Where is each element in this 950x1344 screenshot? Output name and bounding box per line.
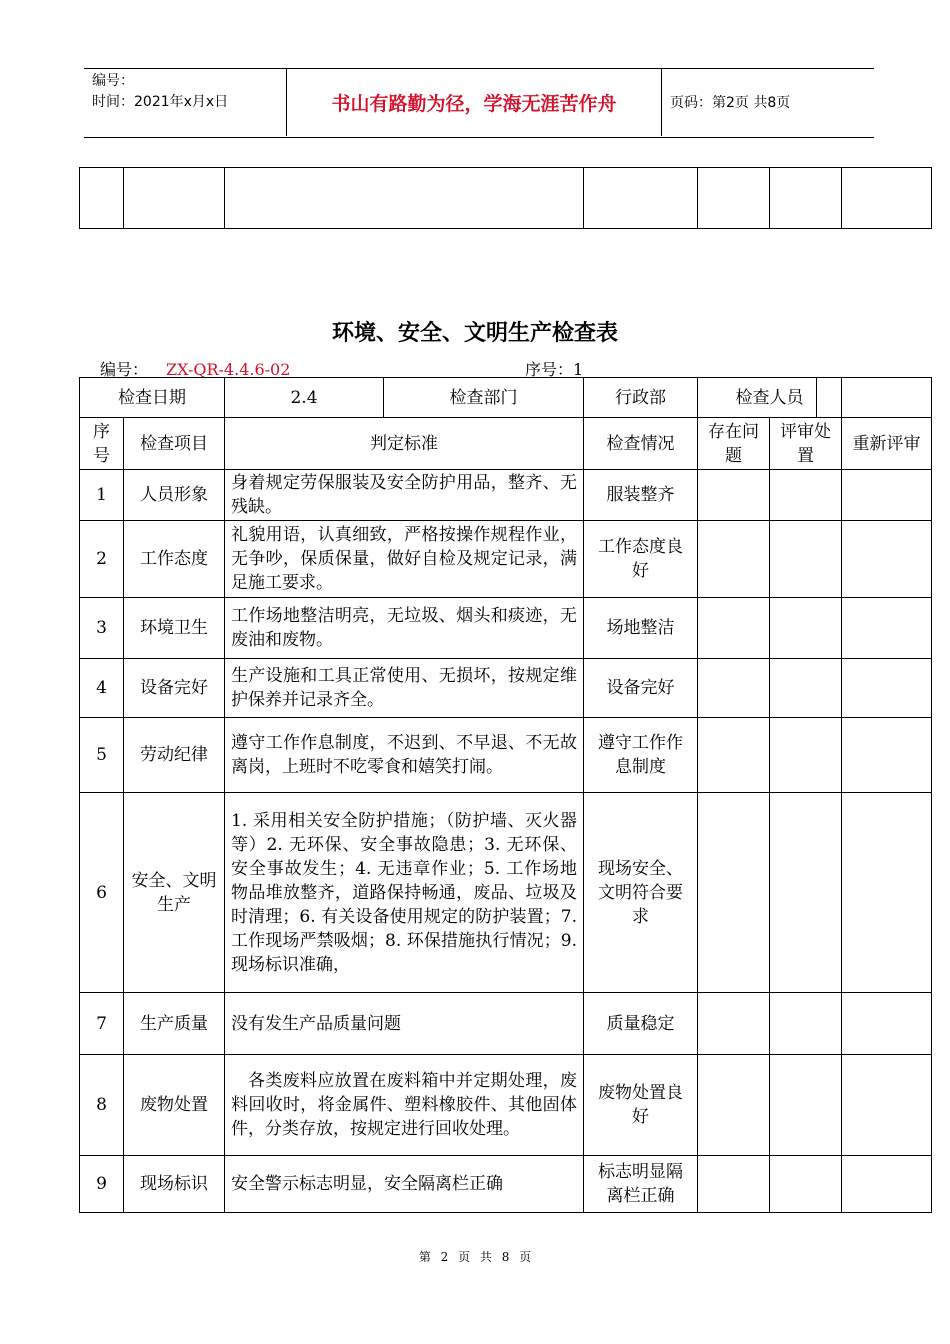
row-standard: 各类废料应放置在废料箱中并定期处理，废料回收时，将金属件、塑料橡胶件、其他固体件，分类存放，按规定进行回收处理。 <box>225 1055 584 1156</box>
row-problem <box>698 598 770 659</box>
row-no: 2 <box>80 521 124 598</box>
dept-value: 行政部 <box>584 378 698 418</box>
row-status: 标志明显隔离栏正确 <box>584 1156 698 1213</box>
row-review <box>770 598 842 659</box>
form-code-value: ZX-QR-4.4.6-02 <box>166 360 291 379</box>
row-standard: 礼貌用语，认真细致，严格按操作规程作业，无争吵，保质保量，做好自检及规定记录，满足施工要求。 <box>225 521 584 598</box>
row-rereview <box>842 793 932 993</box>
col-no: 序号 <box>80 418 124 470</box>
row-review <box>770 470 842 521</box>
table-row <box>80 521 932 598</box>
row-item: 废物处置 <box>124 1055 225 1156</box>
row-item: 环境卫生 <box>124 598 225 659</box>
row-problem <box>698 718 770 793</box>
row-rereview <box>842 470 932 521</box>
row-review <box>770 659 842 718</box>
row-review <box>770 718 842 793</box>
row-review <box>770 1156 842 1213</box>
inspector-label: 检查人员 <box>735 387 804 408</box>
row-standard: 身着规定劳保服装及安全防护用品，整齐、无残缺。 <box>225 470 584 521</box>
table-row <box>80 793 932 993</box>
row-status: 遵守工作作息制度 <box>584 718 698 793</box>
row-no: 4 <box>80 659 124 718</box>
row-rereview <box>842 993 932 1055</box>
row-rereview <box>842 659 932 718</box>
row-problem <box>698 470 770 521</box>
row-status: 质量稳定 <box>584 993 698 1055</box>
row-status: 服装整齐 <box>584 470 698 521</box>
row-item: 生产质量 <box>124 993 225 1055</box>
column-header-row <box>80 418 932 470</box>
row-no: 3 <box>80 598 124 659</box>
row-status: 废物处置良好 <box>584 1055 698 1156</box>
row-problem <box>698 659 770 718</box>
row-standard: 1. 采用相关安全防护措施；（防护墙、灭火器等）2. 无环保、安全事故隐患；3. 无环保、安全事故发生；4. 无违章作业；5. 工作场地物品堆放整齐，道路保持畅通，废品、垃圾及时清理；6. 有关设备使用规定的防护装置；7.工作现场严禁吸烟；8. 环保措施执行情况；9.现场标识准确， <box>225 793 584 993</box>
row-item: 安全、文明生产 <box>124 793 225 993</box>
inspector-label-cell <box>698 378 842 418</box>
dept-label: 检查部门 <box>384 378 584 418</box>
inspector-value <box>842 378 932 418</box>
col-standard: 判定标准 <box>225 418 584 470</box>
row-standard: 生产设施和工具正常使用、无损坏，按规定维护保养并记录齐全。 <box>225 659 584 718</box>
row-item: 劳动纪律 <box>124 718 225 793</box>
carryover-row <box>80 168 932 229</box>
row-problem <box>698 521 770 598</box>
row-review <box>770 1055 842 1156</box>
row-no: 6 <box>80 793 124 993</box>
row-review <box>770 793 842 993</box>
col-rereview: 重新评审 <box>842 418 932 470</box>
row-status: 设备完好 <box>584 659 698 718</box>
col-problem: 存在问题 <box>698 418 770 470</box>
form-serial-label: 序号： <box>525 360 574 379</box>
row-rereview <box>842 1156 932 1213</box>
row-problem <box>698 793 770 993</box>
header-code-label: 编号： <box>92 73 134 89</box>
row-problem <box>698 993 770 1055</box>
row-problem <box>698 1055 770 1156</box>
row-standard: 遵守工作作息制度，不迟到、不早退、不无故离岗，上班时不吃零食和嬉笑打闹。 <box>225 718 584 793</box>
row-status: 现场安全、文明符合要求 <box>584 793 698 993</box>
row-rereview <box>842 521 932 598</box>
form-title: 环境、安全、文明生产检查表 <box>331 320 618 346</box>
table-row <box>80 598 932 659</box>
row-status: 场地整洁 <box>584 598 698 659</box>
col-status: 检查情况 <box>584 418 698 470</box>
row-no: 1 <box>80 470 124 521</box>
row-no: 8 <box>80 1055 124 1156</box>
row-status: 工作态度良好 <box>584 521 698 598</box>
row-standard: 工作场地整洁明亮，无垃圾、烟头和痰迹，无废油和废物。 <box>225 598 584 659</box>
header-motto: 书山有路勤为径，学海无涯苦作舟 <box>286 68 662 136</box>
table-row <box>80 993 932 1055</box>
carryover-table <box>79 167 932 229</box>
header-meta <box>92 71 288 113</box>
row-review <box>770 521 842 598</box>
table-row <box>80 470 932 521</box>
row-rereview <box>842 1055 932 1156</box>
table-row <box>80 1156 932 1213</box>
page-footer: 第 2 页 共 8 页 <box>418 1250 532 1264</box>
row-problem <box>698 1156 770 1213</box>
date-label: 检查日期 <box>80 378 225 418</box>
table-row <box>80 1055 932 1156</box>
page-header <box>84 68 874 138</box>
row-rereview <box>842 718 932 793</box>
row-rereview <box>842 598 932 659</box>
row-standard: 没有发生产品质量问题 <box>225 993 584 1055</box>
row-item: 工作态度 <box>124 521 225 598</box>
row-item: 设备完好 <box>124 659 225 718</box>
row-review <box>770 993 842 1055</box>
date-value: 2.4 <box>225 378 384 418</box>
row-no: 7 <box>80 993 124 1055</box>
header-time: 时间：2021年x月x日 <box>92 94 229 110</box>
form-code-label: 编号： <box>100 360 149 379</box>
row-item: 现场标识 <box>124 1156 225 1213</box>
row-no: 9 <box>80 1156 124 1213</box>
col-review: 评审处置 <box>770 418 842 470</box>
table-row <box>80 659 932 718</box>
row-standard: 安全警示标志明显，安全隔离栏正确 <box>225 1156 584 1213</box>
form-serial-value: 1 <box>573 360 584 379</box>
inspection-table <box>79 377 932 1213</box>
row-item: 人员形象 <box>124 470 225 521</box>
col-item: 检查项目 <box>124 418 225 470</box>
table-row <box>80 718 932 793</box>
row-no: 5 <box>80 718 124 793</box>
header-page-info: 页码：第2页 共8页 <box>670 95 791 111</box>
info-row <box>80 378 932 418</box>
